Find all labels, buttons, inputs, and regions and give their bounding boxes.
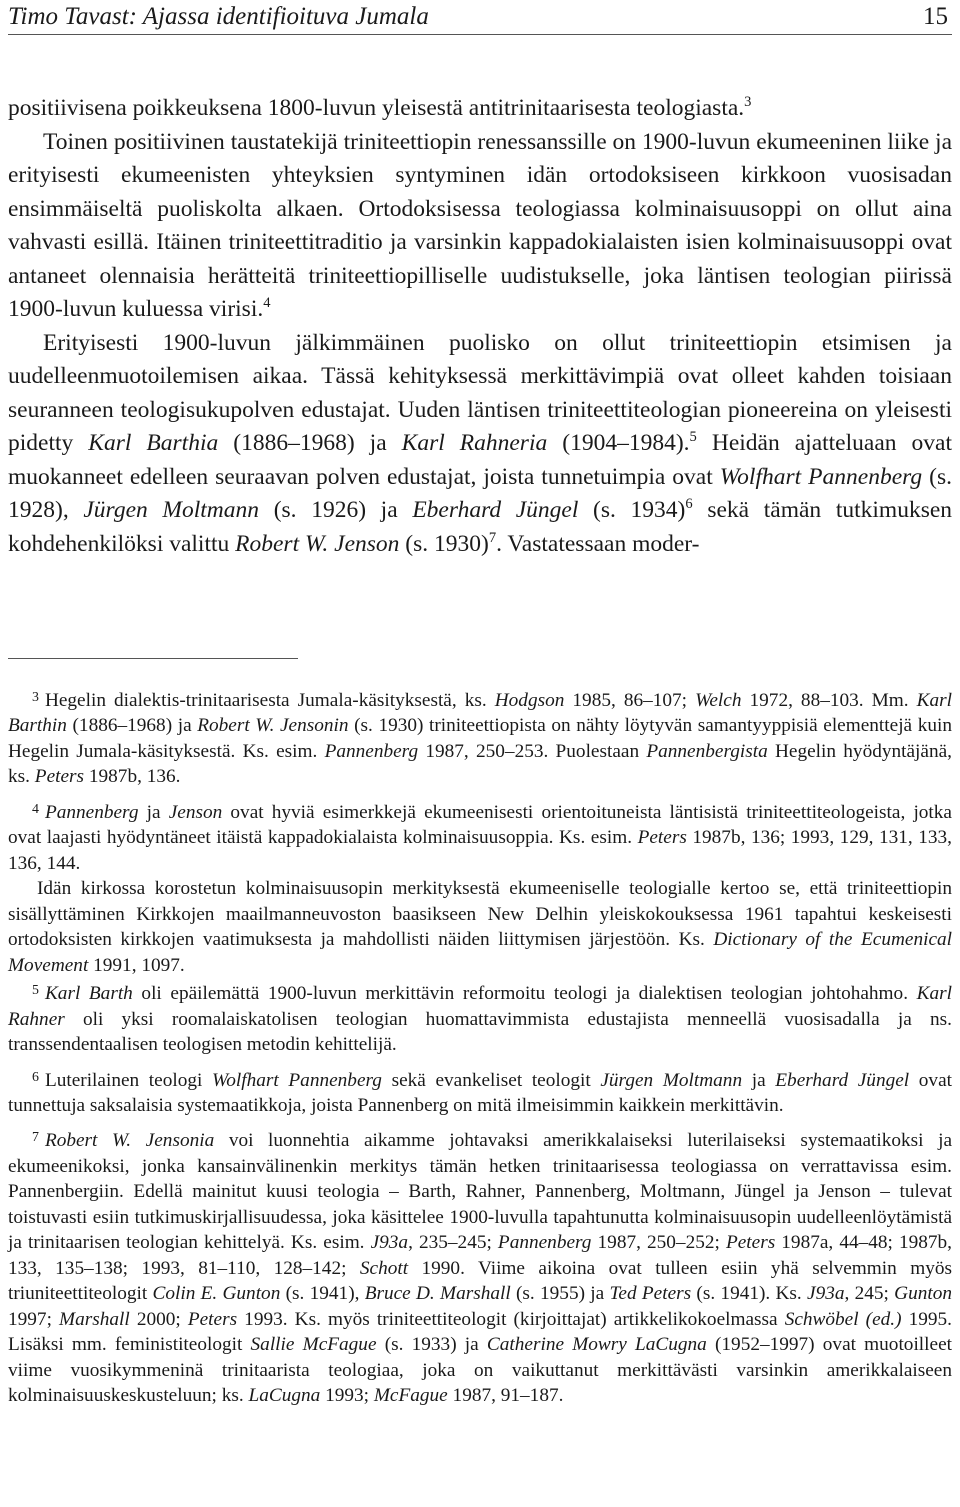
text-run: Idän kirkossa korostetun kolminaisuusopin merkityksestä ekumeeniselle teologialle kertoo se, että triniteettiopin sisällyttäminen Kirkkojen maailmanneuvoston baasikseen New Delhin yleiskokouksessa 1961 tapahtui keskeisesti ortodoksisten kirkkojen vaatimuksesta ja mahdollisti näiden liittymisen järjestöön. Ks.	[8, 878, 952, 951]
citation-author: Peters	[187, 1308, 238, 1330]
text-run: 1990. Viime aikoina ovat tulleen esiin yhä selvemmin myös triuniteettiteologit	[8, 1257, 953, 1305]
text-run: (1904–1984).	[547, 430, 690, 456]
text-run: (s. 1926) ja	[259, 497, 413, 523]
citation-author: Wolfhart Pannenberg	[211, 1069, 382, 1091]
citation-author: J93a	[370, 1232, 409, 1254]
citation-author: Eberhard Jüngel	[775, 1069, 910, 1091]
text-run: Luterilainen teologi	[44, 1069, 212, 1091]
text-run: 1972, 88–103. Mm.	[741, 689, 917, 711]
footnote-4-continuation	[8, 876, 952, 978]
text-run: , 245;	[844, 1283, 895, 1305]
text-run: 2000;	[129, 1308, 188, 1330]
footnote-ref[interactable]: 3	[744, 93, 752, 110]
author-name: Eberhard Jüngel	[412, 497, 579, 523]
footnote-ref[interactable]: 6	[685, 495, 693, 512]
text-run: (s. 1934)	[578, 497, 686, 523]
text-run: Heidän ajatteluaan ovat muokanneet edelleen seuraavan polven edustajat, joista tunnetuimpia ovat	[8, 430, 952, 490]
footnote-4	[8, 797, 952, 876]
footnote-number: 6	[32, 1069, 39, 1085]
citation-author: LaCugna	[248, 1385, 321, 1407]
text-run: 1987b, 136; 1993, 129, 131, 133, 136, 144.	[8, 827, 952, 874]
text-run: . Vastatessaan moder-	[496, 530, 700, 557]
citation-author: Robert W. Jensonin	[197, 715, 349, 737]
text-run: 1987, 250–253. Puolestaan	[418, 740, 647, 762]
citation-author: Hodgson	[494, 689, 565, 711]
citation-author: Ted Peters	[609, 1283, 692, 1305]
text-run: oli epäilemättä 1900-luvun merkittävin reformoitu teologi ja dialektisen teologian johtohahmo.	[132, 983, 917, 1005]
author-name: Jürgen Moltmann	[83, 497, 260, 523]
footnote-number: 4	[32, 801, 39, 817]
footnote-ref[interactable]: 5	[689, 428, 697, 445]
text-run: Hegelin hyödyntäjänä, ks.	[8, 740, 952, 788]
footnote-number: 7	[32, 1130, 39, 1146]
text-run: (s. 1933) ja	[376, 1334, 487, 1356]
citation-author: Schott	[359, 1257, 409, 1279]
running-head	[8, 0, 952, 35]
text-run: 1987, 91–187.	[447, 1385, 564, 1407]
text-run: Erityisesti 1900-luvun jälkimmäinen puolisko on ollut triniteettiopin etsimisen ja uudelleenmuotoilemisen aikaa. Tässä kehityksessä merkittävimpiä ovat olleet kahden toisiaan seuranneen teologisukupolven edustajat. Uuden läntisen triniteettiteologian pioneereina on yleisesti pidetty	[8, 329, 952, 456]
running-title: Timo Tavast: Ajassa identifioituva Jumala	[8, 3, 429, 30]
text-run: Hegelin dialektis-trinitaarisesta Jumala-käsityksestä, ks.	[44, 689, 495, 711]
text-run: 1997;	[8, 1308, 60, 1330]
footnote-ref[interactable]: 4	[263, 294, 271, 311]
footnote-number: 3	[32, 690, 39, 705]
body-paragraph-1	[8, 92, 952, 126]
citation-author: Marshall	[59, 1308, 130, 1330]
text-run: 1991, 1097.	[88, 954, 185, 976]
text-run: voi luonnehtia aikamme johtavaksi amerikkalaiseksi luterilaiseksi systemaatikoksi ja ekumeenikoksi, jonka kansainvälinenkin merkitys tämän hetken trinitaarisessa teologiassa on verrattavissa esim. Pannenbergiin. Edellä mainitut kuusi teologia – Barth, Rahner, Pannenberg, Moltmann, Jüngel ja Jenson – tulevat toistuvasti esiin tutkimuskirjallisuudessa, joka käsittelee 1900-luvulla tapahtunutta kolminaisuusopin uudelleenlöytämistä ja trinitaarisen teologian kehittelyä. Ks. esim.	[8, 1130, 952, 1254]
text-run: ovat hyviä esimerkkejä ekumeenisesti orientoituneista läntisistä triniteettiteologeista, jotka ovat laajasti hyödyntäneet itäistä kappadokialaista kolminaisuusoppia. Ks. esim.	[8, 801, 952, 849]
text-run: (s. 1941). Ks.	[691, 1283, 808, 1305]
main-text	[8, 92, 952, 561]
text-run: ovat tunnettuja saksalaisia systemaatikkoja, joista Pannenberg on mitä ilmeisimmin kaikkein merkittävin.	[8, 1069, 952, 1116]
text-run: ja	[138, 801, 169, 823]
citation-author: Jenson	[168, 801, 223, 823]
text-run: 1993;	[320, 1385, 374, 1407]
text-run: Toinen positiivinen taustatekijä triniteettiopin renessanssille on 1900-luvun ekumeeninen liike ja erityisesti ekumeenisten yhteyksien syntyminen idän ortodoksiseen kirkkoon vuosisadan ensimmäiseltä puoliskolta alkaen. Ortodoksisessa teologiassa kolminaisuusoppi on ollut aina vahvasti esillä. Itäinen triniteettitraditio ja varsinkin kappadokialaisten isien kolminaisuusoppi ovat antaneet olennaisia herätteitä triniteettiopilliselle uudistukselle, joka läntisen teologian piirissä 1900-luvun kuluessa virisi.	[8, 128, 952, 322]
author-name: Robert W. Jenson	[235, 530, 400, 557]
footnote-5	[8, 978, 952, 1057]
citation-author: Gunton	[894, 1283, 952, 1305]
citation-author: Pannenberg	[324, 740, 419, 762]
text-run: 1993. Ks. myös triniteettiteologit (kirjoittajat) artikkelikokoelmassa	[237, 1308, 785, 1330]
text-run: (s. 1930) triniteettiopista on nähty löytyvän samantyyppisiä elementtejä kuin Hegelin Jumala-käsityksestä. Ks. esim.	[8, 715, 952, 762]
text-run: ja	[742, 1069, 776, 1091]
citation-author: Peters	[725, 1232, 776, 1254]
footnote-number: 5	[32, 983, 39, 999]
author-name: Wolfhart Pannenberg	[719, 463, 923, 490]
citation-author: Robert W. Jensonia	[44, 1130, 215, 1152]
text-run: (s. 1930)	[399, 530, 489, 557]
page-number: 15	[923, 3, 948, 30]
body-paragraph-3	[8, 327, 952, 562]
text-run: (1952–1997) ovat muotoilleet viime vuosikymmeninä trinitaarista teologiaa, joka on vaikuttanut merkittävästi varsinkin amerikkalaiseen kolminaisuuskeskusteluun; ks.	[8, 1334, 952, 1407]
text-run: sekä tämän tutkimuksen kohdehenkilöksi valittu	[8, 497, 953, 557]
text-run: (s. 1928),	[8, 463, 952, 523]
text-run: (1886–1968) ja	[66, 715, 198, 737]
author-name: Karl Barthia	[88, 430, 219, 456]
text-run: 1995. Lisäksi mm. feministiteologit	[8, 1308, 952, 1356]
citation-author: Peters	[637, 827, 687, 849]
text-run: 1987a, 44–48; 1987b, 133, 135–138; 1993, 81–110, 128–142;	[8, 1232, 952, 1279]
text-run: , 235–245;	[408, 1232, 498, 1254]
citation-author: Pannenberg	[44, 801, 139, 823]
citation-title: Dictionary of the Ecumenical Movement	[8, 929, 952, 976]
citation-author: McFague	[373, 1385, 448, 1407]
text-run: (1886–1968) ja	[218, 430, 402, 456]
author-name: Karl Rahneria	[401, 430, 548, 456]
footnotes	[8, 685, 952, 1409]
citation-author: Schwöbel (ed.)	[784, 1308, 902, 1330]
text-run: (s. 1955) ja	[510, 1283, 610, 1305]
body-paragraph-2	[8, 126, 952, 327]
citation-author: Colin E. Gunton	[152, 1283, 281, 1305]
text-run: 1985, 86–107;	[564, 689, 696, 711]
text-run: sekä evankeliset teologit	[381, 1069, 601, 1091]
citation-author: Catherine Mowry LaCugna	[486, 1334, 707, 1356]
text-run: 1987b, 136.	[84, 766, 181, 788]
citation-author: Welch	[695, 689, 742, 711]
text-run: positiivisena poikkeuksena 1800-luvun yleisestä antitrinitaarisesta teologiasta.	[8, 95, 745, 121]
footnote-separator	[8, 658, 298, 659]
footnote-6	[8, 1065, 952, 1119]
footnote-ref[interactable]: 7	[488, 529, 497, 546]
text-run: 1987, 250–252;	[591, 1232, 726, 1254]
citation-author: Jürgen Moltmann	[600, 1069, 743, 1091]
citation-author: Karl Rahner	[8, 983, 952, 1030]
citation-author: Karl Barthin	[8, 689, 953, 737]
footnote-3	[8, 685, 952, 790]
citation-author: Bruce D. Marshall	[364, 1283, 511, 1305]
citation-author: Karl Barth	[44, 983, 133, 1005]
text-run: oli yksi roomalaiskatolisen teologian huomattavimmista edustajista menneellä vuosisadalla ja ns. transsendentaalisen teologisen metodin kehittelijä.	[8, 1008, 952, 1056]
citation-author: Peters	[34, 766, 85, 788]
text-run: (s. 1941),	[280, 1283, 365, 1305]
footnote-7	[8, 1125, 952, 1408]
citation-author: Pannenbergista	[646, 740, 768, 762]
citation-author: Sallie McFague	[250, 1334, 377, 1356]
citation-author: Pannenberg	[497, 1232, 592, 1254]
citation-author: J93a	[807, 1283, 845, 1305]
